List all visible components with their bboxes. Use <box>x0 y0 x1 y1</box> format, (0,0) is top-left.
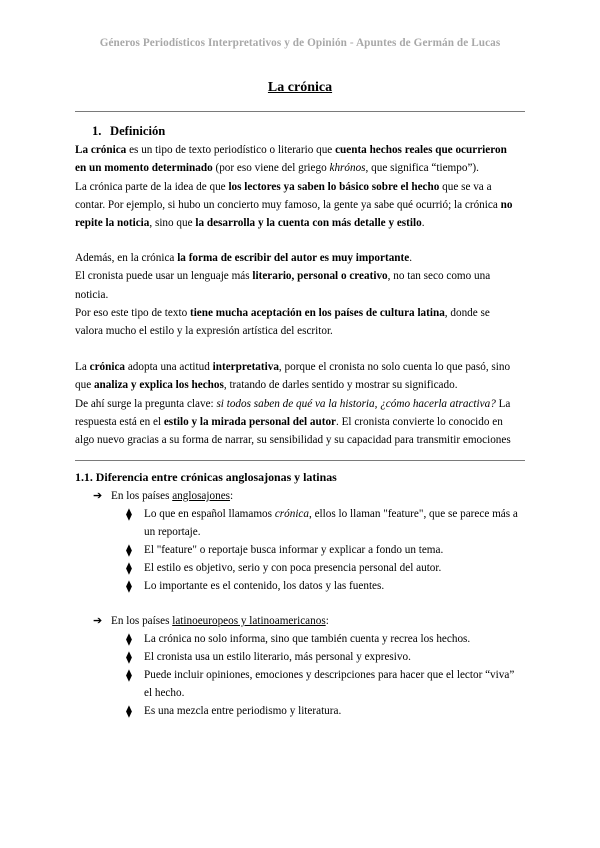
paragraph-definition <box>75 141 527 232</box>
diamond-bullet-icon: ⧫ <box>126 543 132 557</box>
paragraph-interpretative <box>75 358 527 449</box>
page-title: La crónica <box>267 80 333 95</box>
text-line: Por eso este tipo de texto tiene mucha aceptación en los países de cultura latina, donde se <box>75 306 490 319</box>
text-line: noticia. <box>75 288 109 301</box>
paragraph-author-style <box>75 249 527 340</box>
text-line: El cronista puede usar un lenguaje más literario, personal o creativo, no tan seco como una <box>75 270 491 283</box>
list-anglo <box>126 505 526 595</box>
text-line: De ahí surge la pregunta clave: si todos saben de qué va la historia, ¿cómo hacerla atractiva? La <box>75 397 511 410</box>
text-line: La crónica es un tipo de texto periodístico o literario que cuenta hechos reales que ocurrieron <box>75 144 507 156</box>
text-line: valora mucho el estilo y la expresión artística del escritor. <box>75 325 333 338</box>
list-item: ⧫ El estilo es objetivo, serio y con poca presencia personal del autor. <box>126 561 442 575</box>
text-line: Además, en la crónica la forma de escribir del autor es muy importante. <box>75 252 413 264</box>
diamond-bullet-icon: ⧫ <box>126 704 132 718</box>
text-line: respuesta está en el estilo y la mirada personal del autor. El cronista convierte lo conocido en <box>75 415 503 428</box>
text-line: contar. Por ejemplo, si hubo un concierto muy famoso, la gente ya sabe qué ocurrió; la crónica no <box>75 198 513 211</box>
text-line: algo nuevo gracias a su forma de narrar, su sensibilidad y su capacidad para transmitir emociones <box>75 434 511 447</box>
list-latino <box>126 630 526 720</box>
text-line: La crónica adopta una actitud interpretativa, porque el cronista no solo cuenta lo que pasó, sino <box>75 361 511 373</box>
section-heading-definition <box>92 124 165 139</box>
diamond-bullet-icon: ⧫ <box>126 650 132 664</box>
list-item: ⧫ Lo que en español llamamos crónica, ellos lo llaman "feature", que se parece más a un reportaje. <box>126 507 518 538</box>
list-item: ⧫ Lo importante es el contenido, los datos y las fuentes. <box>126 579 385 593</box>
section-title: Definición <box>110 124 166 138</box>
list-item: ⧫ Es una mezcla entre periodismo y literatura. <box>126 704 342 718</box>
right-arrow-icon: ➔ <box>93 615 103 627</box>
diamond-bullet-icon: ⧫ <box>126 507 132 521</box>
divider <box>75 111 525 112</box>
text-line: en un momento determinado (por eso viene del griego khrónos, que significa “tiempo”). <box>75 162 479 175</box>
divider <box>75 460 525 461</box>
subsection-heading: 1.1. Diferencia entre crónicas anglosajonas y latinas <box>75 470 337 484</box>
list-item: ⧫ Puede incluir opiniones, emociones y descripciones para hacer que el lector “viva” el hecho. <box>126 668 515 699</box>
list-item: ⧫ El "feature" o reportaje busca informar y explicar a fondo un tema. <box>126 543 444 557</box>
text-line: que analiza y explica los hechos, tratando de darles sentido y mostrar su significado. <box>75 379 458 392</box>
document-header: Géneros Periodísticos Interpretativos y de Opinión - Apuntes de Germán de Lucas <box>99 37 501 49</box>
diamond-bullet-icon: ⧫ <box>126 579 132 593</box>
list-item: ⧫ La crónica no solo informa, sino que también cuenta y recrea los hechos. <box>126 632 471 646</box>
list-item: ⧫ El cronista usa un estilo literario, más personal y expresivo. <box>126 650 411 664</box>
text-line: repite la noticia, sino que la desarrolla y la cuenta con más detalle y estilo. <box>75 217 425 230</box>
section-number: 1. <box>92 124 102 138</box>
diamond-bullet-icon: ⧫ <box>126 668 132 682</box>
right-arrow-icon: ➔ <box>93 490 103 502</box>
text-line: La crónica parte de la idea de que los lectores ya saben lo básico sobre el hecho que se va a <box>75 180 492 193</box>
list-heading-anglo: ➔ En los países anglosajones: <box>93 487 233 505</box>
diamond-bullet-icon: ⧫ <box>126 561 132 575</box>
diamond-bullet-icon: ⧫ <box>126 632 132 646</box>
list-heading-latino: ➔ En los países latinoeuropeos y latinoamericanos: <box>93 612 329 630</box>
